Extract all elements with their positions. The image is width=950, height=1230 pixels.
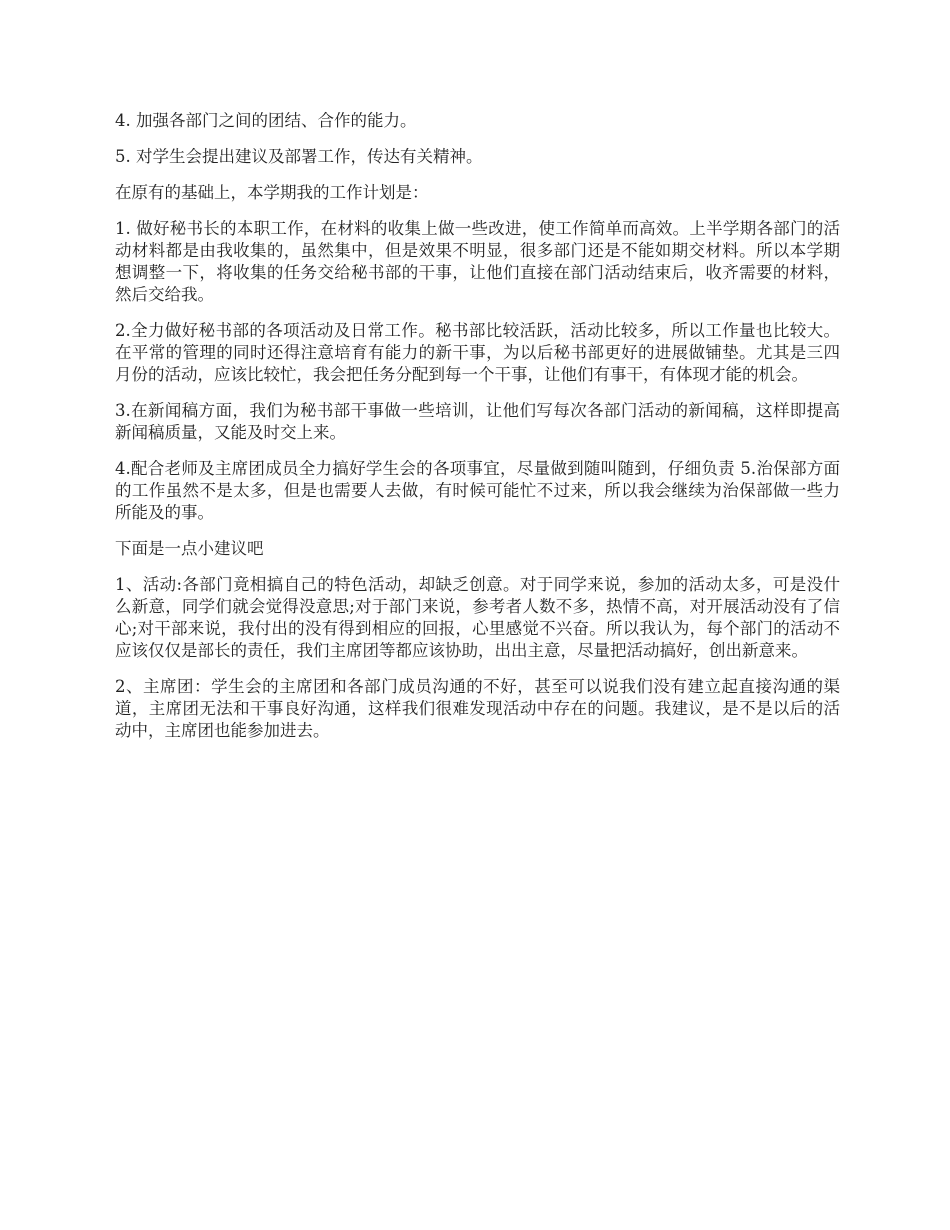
paragraph-plan-intro: 在原有的基础上，本学期我的工作计划是： xyxy=(115,183,429,202)
paragraph-plan-1: 1. 做好秘书长的本职工作，在材料的收集上做一些改进，使工作简单而高效。上半学期各部门的活动材料都是由我收集的，虽然集中，但是效果不明显，很多部门还是不能如期交材料。所以本学期想调整一下，将收集的任务交给秘书部的干事，让他们直接在部门活动结束后，收齐需要的材料，然后交给我。 xyxy=(115,219,840,304)
paragraph-plan-3: 3.在新闻稿方面，我们为秘书部干事做一些培训，让他们写每次各部门活动的新闻稿，这样即提高新闻稿质量，又能及时交上来。 xyxy=(115,401,840,442)
paragraph-suggestion-2: 2、主席团：学生会的主席团和各部门成员沟通的不好，甚至可以说我们没有建立起直接沟通的渠道，主席团无法和干事良好沟通，这样我们很难发现活动中存在的问题。我建议，是不是以后的活动中，主席团也能参加进去。 xyxy=(115,677,840,740)
document-body xyxy=(115,110,840,756)
paragraph-plan-4: 4.配合老师及主席团成员全力搞好学生会的各项事宜，尽量做到随叫随到，仔细负责 5.治保部方面的工作虽然不是太多，但是也需要人去做，有时候可能忙不过来，所以我会继续为治保部做一些力所能及的事。 xyxy=(115,459,840,522)
paragraph-suggestions-intro: 下面是一点小建议吧 xyxy=(115,539,264,558)
paragraph-plan-2: 2.全力做好秘书部的各项活动及日常工作。秘书部比较活跃，活动比较多，所以工作量也比较大。在平常的管理的同时还得注意培育有能力的新干事，为以后秘书部更好的进展做铺垫。尤其是三四月份的活动，应该比较忙，我会把任务分配到每一个干事，让他们有事干，有体现才能的机会。 xyxy=(115,321,840,384)
paragraph-item-4: 4. 加强各部门之间的团结、合作的能力。 xyxy=(115,111,417,130)
paragraph-item-5: 5. 对学生会提出建议及部署工作，传达有关精神。 xyxy=(115,147,483,166)
paragraph-suggestion-1: 1、活动:各部门竟相搞自己的特色活动，却缺乏创意。对于同学来说，参加的活动太多，可是没什么新意，同学们就会觉得没意思;对于部门来说，参考者人数不多，热情不高，对开展活动没有了信心;对干部来说，我付出的没有得到相应的回报，心里感觉不兴奋。所以我认为，每个部门的活动不应该仅仅是部长的责任，我们主席团等都应该协助，出出主意，尽量把活动搞好，创出新意来。 xyxy=(115,575,840,660)
